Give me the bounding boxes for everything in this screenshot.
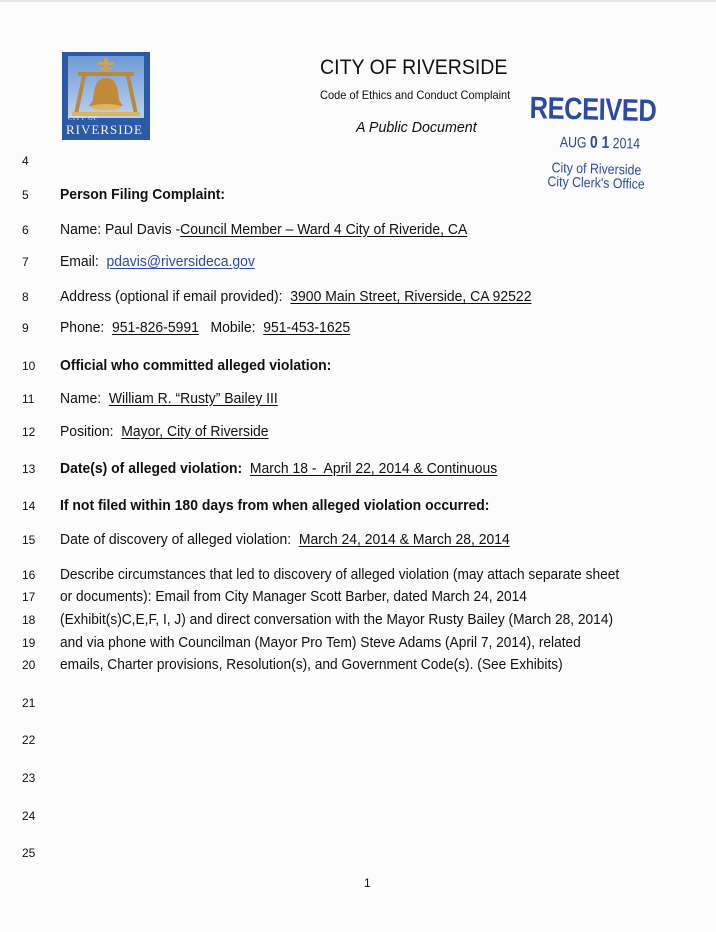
stamp-office xyxy=(547,160,645,191)
line-number: 6 xyxy=(22,223,29,237)
line-number: 7 xyxy=(22,255,29,269)
page-number: 1 xyxy=(364,876,371,890)
mobile-value: 951-453-1625 xyxy=(263,319,351,336)
discovery-date-value: March 24, 2014 & March 28, 2014 xyxy=(298,531,510,548)
line-number: 17 xyxy=(22,590,36,604)
stamp-date xyxy=(560,132,641,154)
line-number: 19 xyxy=(22,636,36,650)
phone-value: 951-826-5991 xyxy=(111,319,199,336)
received-stamp xyxy=(529,90,684,192)
circumstances-text: (Exhibit(s)C,E,F, I, J) and direct conversation with the Mayor Rusty Bailey (March 28, 2014) xyxy=(60,611,614,628)
address-label: Address (optional if email provided): xyxy=(60,288,291,305)
stamp-day: 0 1 xyxy=(589,132,610,153)
stamp-office-line1: City of Riverside xyxy=(551,159,642,178)
discovery-date-label: Date of discovery of alleged violation: xyxy=(60,531,299,548)
stamp-office-line2: City Clerk's Office xyxy=(547,172,645,192)
line-number: 12 xyxy=(22,425,36,439)
line-number: 25 xyxy=(22,846,36,860)
public-document-label: A Public Document xyxy=(356,119,477,136)
line-number: 8 xyxy=(22,290,29,304)
violation-dates-label: Date(s) of alleged violation: xyxy=(60,460,250,477)
line-number: 10 xyxy=(22,359,36,373)
filer-name-value: Council Member – Ward 4 City of Riveride, CA xyxy=(180,221,468,238)
line-number: 20 xyxy=(22,658,36,672)
position-value: Mayor, City of Riverside xyxy=(121,423,269,440)
circumstances-text: Describe circumstances that led to discovery of alleged violation (may attach separate sheet xyxy=(60,566,620,583)
email-label: Email: xyxy=(60,253,107,270)
phone-label: Phone: xyxy=(60,319,112,336)
line-number: 21 xyxy=(22,696,36,710)
official-name-value: William R. “Rusty” Bailey III xyxy=(108,390,278,407)
circumstances-text: or documents): Email from City Manager Scott Barber, dated March 24, 2014 xyxy=(60,588,527,605)
line-number: 24 xyxy=(22,809,36,823)
logo-city-of: CITY OF xyxy=(68,116,98,122)
stamp-month: AUG xyxy=(559,133,587,152)
line-number: 13 xyxy=(22,462,36,476)
email-link[interactable]: pdavis@riversideca.gov xyxy=(106,253,255,270)
late-filing-heading: If not filed within 180 days from when alleged violation occurred: xyxy=(60,497,490,514)
line-number: 5 xyxy=(22,188,29,202)
filer-name-label: Name: Paul Davis - xyxy=(60,221,181,238)
document-subtitle: Code of Ethics and Conduct Complaint xyxy=(320,88,511,102)
violation-dates-value: March 18 - April 22, 2014 & Continuous xyxy=(249,460,498,477)
address-value: 3900 Main Street, Riverside, CA 92522 xyxy=(290,288,532,305)
position-label: Position: xyxy=(60,423,122,440)
person-filing-heading: Person Filing Complaint: xyxy=(60,186,226,203)
mobile-label: Mobile: xyxy=(198,319,264,336)
line-number: 16 xyxy=(22,568,36,582)
official-name-label: Name: xyxy=(60,390,109,407)
line-number: 22 xyxy=(22,733,36,747)
stamp-year: 2014 xyxy=(612,135,641,153)
official-heading: Official who committed alleged violation: xyxy=(60,357,332,374)
line-number: 23 xyxy=(22,771,36,785)
stamp-received: RECEIVED xyxy=(529,90,657,129)
logo-riverside: RIVERSIDE xyxy=(66,122,143,137)
circumstances-text: emails, Charter provisions, Resolution(s), and Government Code(s). (See Exhibits) xyxy=(60,656,563,673)
line-number: 11 xyxy=(22,392,35,406)
document-title: CITY OF RIVERSIDE xyxy=(320,56,508,79)
line-number: 9 xyxy=(22,321,29,335)
line-number: 4 xyxy=(22,154,29,168)
circumstances-text: and via phone with Councilman (Mayor Pro Tem) Steve Adams (April 7, 2014), related xyxy=(60,634,581,651)
line-number: 14 xyxy=(22,499,36,513)
line-number: 15 xyxy=(22,533,36,547)
line-number: 18 xyxy=(22,613,36,627)
